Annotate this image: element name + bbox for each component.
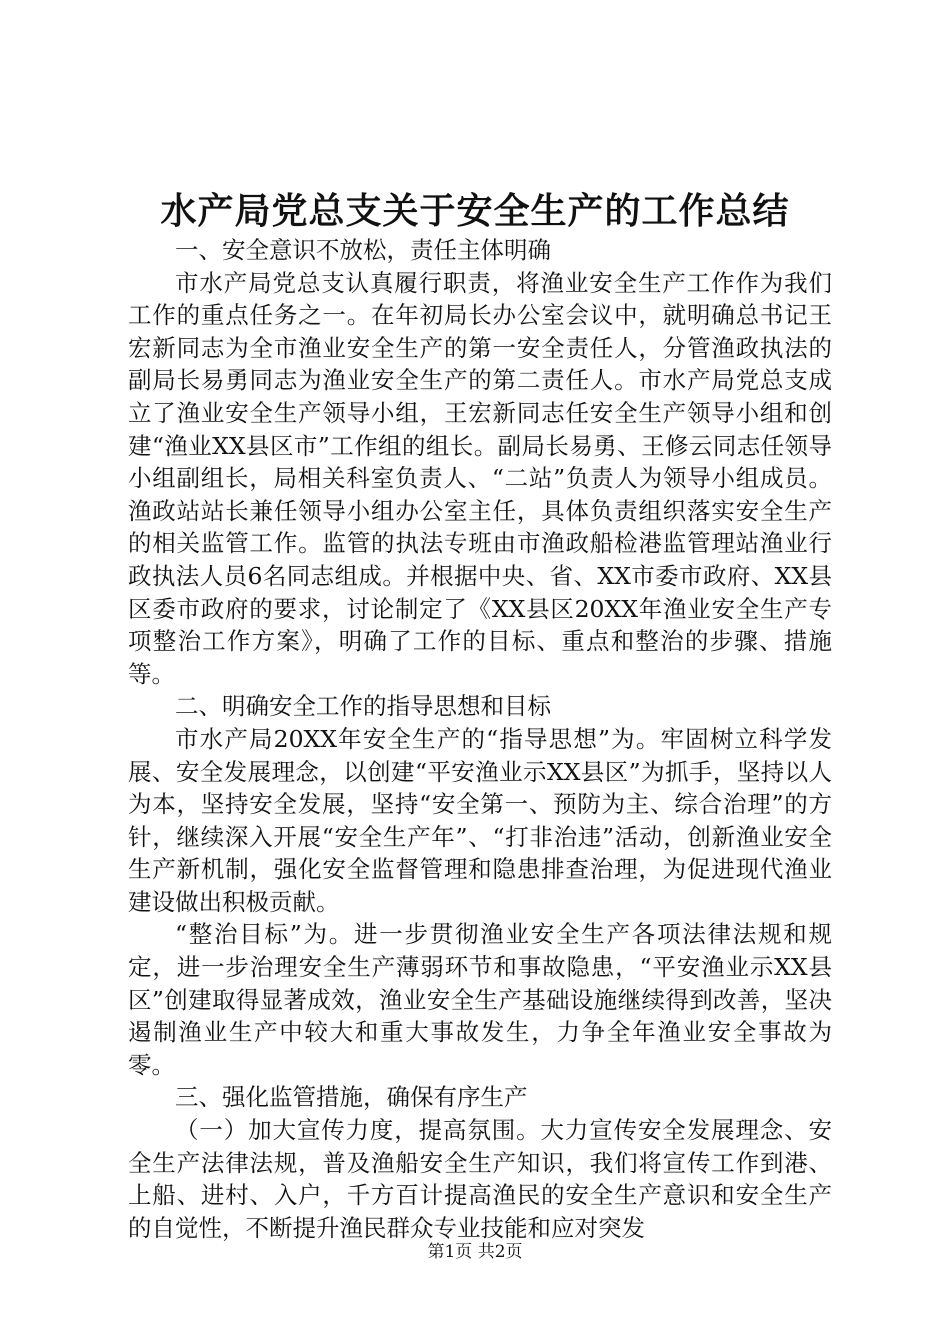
section-heading-3: 三、强化监管措施，确保有序生产: [175, 1083, 528, 1112]
document-body: [128, 234, 832, 1244]
document-title: 水产局党总支关于安全生产的工作总结: [160, 190, 790, 232]
paragraph-1: 市水产局党总支认真履行职责，将渔业安全生产工作作为我们工作的重点任务之一。在年初局长办公室会议中，就明确总书记王宏新同志为全市渔业安全生产的第一安全责任人，分管渔政执法的副局长易勇同志为渔业安全生产的第二责任人。市水产局党总支成立了渔业安全生产领导小组，王宏新同志任安全生产领导小组和创建“渔业XX县区市”工作组的组长。副局长易勇、王修云同志任领导小组副组长，局相关科室负责人、“二站”负责人为领导小组成员。渔政站站长兼任领导小组办公室主任，具体负责组织落实安全生产的相关监管工作。监管的执法专班由市渔政船检港监管理站渔业行政执法人员6名同志组成。并根据中央、省、XX市委市政府、XX县区委市政府的要求，讨论制定了《XX县区20XX年渔业安全生产专项整治工作方案》，明确了工作的目标、重点和整治的步骤、措施等。: [128, 268, 832, 688]
paragraph-3: “整治目标”为。进一步贯彻渔业安全生产各项法律法规和规定，进一步治理安全生产薄弱环节和事故隐患，“平安渔业示XX县区”创建取得显著成效，渔业安全生产基础设施继续得到改善，坚决遏制渔业生产中较大和重大事故发生，力争全年渔业安全事故为零。: [128, 920, 832, 1079]
paragraph-4: （一）加大宣传力度，提高氛围。大力宣传安全发展理念、安全生产法律法规，普及渔船安全生产知识，我们将宣传工作到港、上船、进村、入户，千方百计提高渔民的安全生产意识和安全生产的自觉性，不断提升渔民群众专业技能和应对突发: [128, 1116, 832, 1242]
section-heading-2: 二、明确安全工作的指导思想和目标: [175, 692, 551, 721]
section-heading-1: 一、安全意识不放松，责任主体明确: [175, 236, 551, 264]
paragraph-2: 市水产局20XX年安全生产的“指导思想”为。牢固树立科学发展、安全发展理念，以创建“平安渔业示XX县区”为抓手，坚持以人为本，坚持安全发展，坚持“安全第一、预防为主、综合治理”的方针，继续深入开展“安全生产年”、“打非治违”活动，创新渔业安全生产新机制，强化安全监督管理和隐患排查治理，为促进现代渔业建设做出积极贡献。: [128, 724, 832, 916]
page-footer: 第1页 共2页: [427, 1242, 523, 1262]
